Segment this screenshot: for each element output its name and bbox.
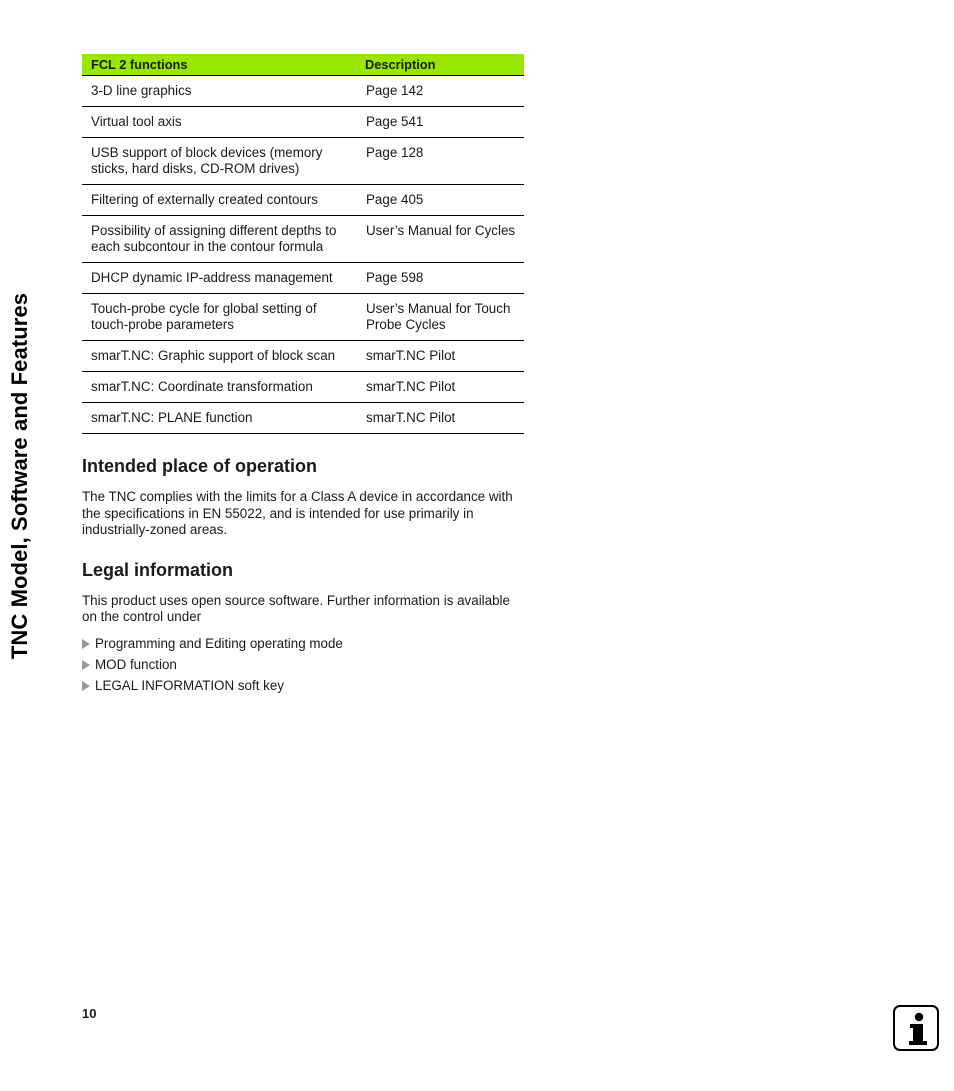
table-row [82, 372, 524, 403]
function-cell: smarT.NC: Coordinate transformation [82, 372, 359, 403]
legal-steps-list [82, 636, 524, 699]
page-content [82, 54, 524, 699]
triangle-right-icon [82, 660, 90, 670]
table-row [82, 76, 524, 107]
description-cell: smarT.NC Pilot [359, 341, 524, 372]
page-number: 10 [82, 1006, 97, 1021]
table-row [82, 294, 524, 341]
table-row [82, 263, 524, 294]
triangle-right-icon [82, 681, 90, 691]
list-item [82, 678, 524, 699]
function-cell: DHCP dynamic IP-address management [82, 263, 359, 294]
function-cell: smarT.NC: Graphic support of block scan [82, 341, 359, 372]
function-cell: Virtual tool axis [82, 107, 359, 138]
function-cell: Possibility of assigning different depths to each subcontour in the contour formula [82, 216, 359, 263]
step-label: LEGAL INFORMATION soft key [95, 677, 284, 693]
description-cell: User’s Manual for Cycles [359, 216, 524, 263]
table-row [82, 403, 524, 434]
description-cell: smarT.NC Pilot [359, 403, 524, 434]
function-cell: Touch-probe cycle for global setting of touch-probe parameters [82, 294, 359, 341]
function-cell: 3-D line graphics [82, 76, 359, 107]
description-cell: smarT.NC Pilot [359, 372, 524, 403]
description-cell: Page 142 [359, 76, 524, 107]
function-cell: smarT.NC: PLANE function [82, 403, 359, 434]
legal-information-text: This product uses open source software. Further information is available on the control under [82, 592, 510, 624]
description-cell: Page 405 [359, 185, 524, 216]
table-row [82, 185, 524, 216]
description-cell: Page 128 [359, 138, 524, 185]
list-item [82, 657, 524, 678]
header-fcl-functions: FCL 2 functions [82, 54, 359, 76]
table-row [82, 138, 524, 185]
triangle-right-icon [82, 639, 90, 649]
info-icon [893, 1005, 939, 1051]
function-cell: Filtering of externally created contours [82, 185, 359, 216]
function-cell: USB support of block devices (memory sticks, hard disks, CD-ROM drives) [82, 138, 359, 185]
header-description: Description [359, 54, 524, 76]
intended-place-text: The TNC complies with the limits for a Class A device in accordance with the specifications in EN 55022, and is intended for use primarily in industrially-zoned areas. [82, 489, 513, 537]
step-label: Programming and Editing operating mode [95, 635, 343, 651]
legal-information-heading: Legal information [82, 559, 234, 580]
description-cell: Page 598 [359, 263, 524, 294]
description-cell: User’s Manual for Touch Probe Cycles [359, 294, 524, 341]
fcl-functions-table [82, 54, 524, 434]
side-chapter-title: TNC Model, Software and Features [7, 292, 32, 660]
table-row [82, 107, 524, 138]
step-label: MOD function [95, 656, 177, 672]
table-row [82, 341, 524, 372]
description-cell: Page 541 [359, 107, 524, 138]
table-header-row [82, 54, 524, 76]
list-item [82, 636, 524, 657]
table-row [82, 216, 524, 263]
intended-place-heading: Intended place of operation [82, 456, 318, 476]
